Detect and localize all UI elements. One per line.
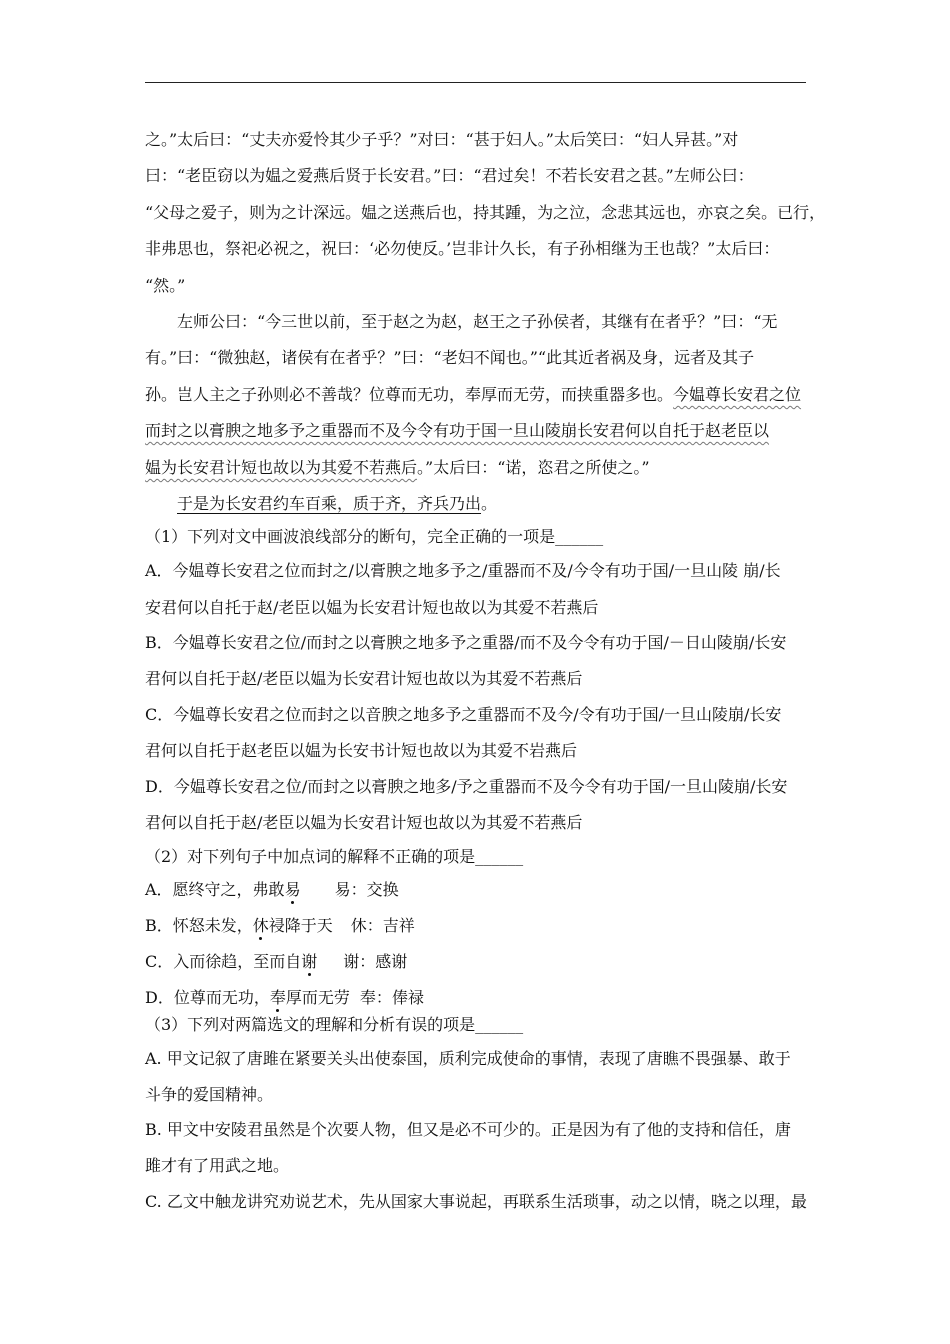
dotted-word: 谢 (301, 952, 318, 971)
option-b-cont: 君何以自托于赵/老臣以媪为长安君计短也故以为其爱不若燕后 (145, 669, 583, 688)
question-stem: （1）下列对文中画波浪线部分的断句，完全正确的一项是______ (145, 527, 604, 546)
passage-line: 曰：“老臣窃以为媪之爱燕后贤于长安君。”曰：“君过矣！不若长安君之甚。”左师公曰： (145, 166, 754, 185)
passage-text: 。 (481, 494, 498, 513)
option-a-cont: 斗争的爱国精神。 (145, 1085, 274, 1104)
wavy-underlined-text: 而封之以膏腴之地多予之重器而不及今令有功于国一旦山陵崩长安君何以自托于赵老臣以 (145, 421, 770, 440)
passage-line (145, 385, 801, 405)
option-text: C．入而徐趋，至而自 (145, 952, 302, 971)
wavy-underlined-text: 今媪尊长安君之位 (673, 385, 802, 404)
header-rule (145, 82, 806, 83)
option-a (145, 880, 399, 900)
option-a: A. 甲文记叙了唐雎在紧要关头出使泰国，质利完成使命的事情，表现了唐瞧不畏强暴、敢于 (145, 1049, 791, 1068)
option-d-cont: 君何以自托于赵/老臣以媪为长安君计短也故以为其爱不若燕后 (145, 813, 583, 832)
option-b-cont: 雎才有了用武之地。 (145, 1156, 290, 1175)
passage-line: 非弗思也，祭祀必祝之，祝曰：‘必勿使反。’岂非计久长，有子孙相继为王也哉？”太后曰： (145, 239, 780, 258)
option-d (145, 988, 424, 1008)
option-d: D．今媪尊长安君之位/而封之以膏腴之地多/予之重器而不及今令有功于国/一旦山陵崩/长安 (145, 777, 788, 796)
option-text: 祲降于天 (268, 916, 333, 935)
option-a-cont: 安君何以自托于赵/老臣以媪为长安君计短也故以为其爱不若燕后 (145, 598, 599, 617)
option-b (145, 916, 415, 936)
passage-line: “父母之爱子，则为之计深远。媪之送燕后也，持其踵，为之泣，念悲其远也，亦哀之矣。已行， (145, 203, 826, 222)
option-b: B. 甲文中安陵君虽然是个次要人物，但又是必不可少的。正是因为有了他的支持和信任，唐 (145, 1120, 791, 1139)
option-text: 厚而无劳 (285, 988, 350, 1007)
option-text: B．怀怒未发， (145, 916, 253, 935)
dotted-word: 奉 (269, 988, 286, 1007)
option-c: C．今媪尊长安君之位而封之以音腴之地多予之重器而不及今/令有功于国/一旦山陵崩/长安 (145, 705, 782, 724)
dotted-word: 休 (252, 916, 269, 935)
passage-line (145, 421, 769, 441)
underlined-text: 于是为长安君约车百乘，质于齐，齐兵乃出 (177, 494, 482, 513)
option-c-cont: 君何以自托于赵老臣以媪为长安书计短也故以为其爱不岩燕后 (145, 741, 578, 760)
passage-line: “然。” (145, 276, 186, 295)
option-b: B．今媪尊长安君之位/而封之以膏腴之地多予之重器/而不及今令有功于国/－日山陵崩/长安 (145, 633, 787, 652)
option-note: 谢：感谢 (343, 952, 408, 971)
question-stem: （2）对下列句子中加点词的解释不正确的项是______ (145, 847, 524, 866)
passage-line: 有。”曰：“微独赵，诸侯有在者乎？”曰：“老妇不闻也。”“此其近者祸及身，远者及其子 (145, 348, 755, 367)
passage-text: 。”太后曰：“诺，恣君之所使之。” (417, 458, 650, 477)
passage-line: 左师公曰：“今三世以前，至于赵之为赵，赵王之子孙侯者，其继有在者乎？”曰：“无 (177, 312, 778, 331)
option-note: 休：吉祥 (350, 916, 415, 935)
passage-line: 之。”太后曰：“丈夫亦爱怜其少子乎？”对曰：“甚于妇人。”太后笑曰：“妇人异甚。”对 (145, 130, 739, 149)
dotted-word: 易 (284, 880, 301, 899)
passage-text: 孙。岂人主之子孙则必不善哉？位尊而无功，奉厚而无劳，而挟重器多也。 (145, 385, 674, 404)
question-stem: （3）下列对两篇选文的理解和分析有误的项是______ (145, 1015, 524, 1034)
passage-line (145, 458, 650, 478)
option-note: 奉：俸禄 (359, 988, 424, 1007)
option-text: A．愿终守之，弗敢 (145, 880, 285, 899)
option-c: C. 乙文中触龙讲究劝说艺术，先从国家大事说起，再联系生活琐事，动之以情，晓之以理，最 (145, 1192, 807, 1211)
passage-line (177, 494, 497, 514)
wavy-underlined-text: 媪为长安君计短也故以为其爱不若燕后 (145, 458, 418, 477)
option-a: A．今媪尊长安君之位而封之/以膏腴之地多予之/重器而不及/今令有功于国/一旦山陵 崩/长 (145, 561, 781, 580)
option-c (145, 952, 407, 972)
option-note: 易：交换 (334, 880, 399, 899)
option-text: D．位尊而无功， (145, 988, 270, 1007)
